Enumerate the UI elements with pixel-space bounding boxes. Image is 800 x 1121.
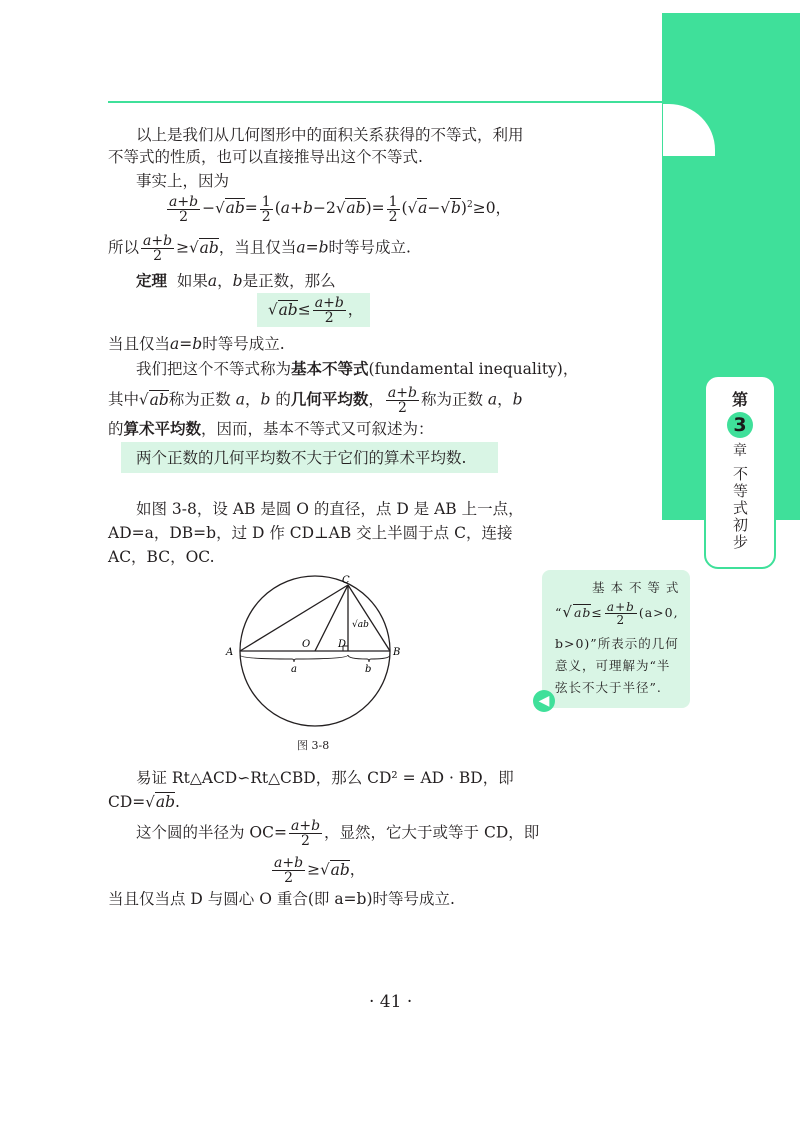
paragraph-line: 当且仅当a=b时等号成立. <box>108 335 285 353</box>
term-geometric-mean: 几何平均数 <box>290 390 369 409</box>
chapter-prefix: 第 <box>731 390 748 409</box>
theorem-line: 定理 如果a，b是正数，那么 <box>136 272 336 290</box>
final-inequality: $\frac{a+b}{2}$ ≥√ab， <box>274 855 366 886</box>
paragraph-line: CD=√ab. <box>108 793 180 811</box>
chapter-number: 3 <box>727 412 753 438</box>
paragraph-line: 事实上，因为 <box>136 172 230 190</box>
paragraph-line: AD=a，DB=b，过 D 作 CD⊥AB 交上半圆于点 C，连接 <box>108 524 513 542</box>
paragraph-line: 当且仅当点 D 与圆心 O 重合(即 a=b)时等号成立. <box>108 890 455 908</box>
paragraph-line: 以上是我们从几何图形中的面积关系获得的不等式，利用 <box>136 126 524 144</box>
label-A: A <box>226 647 234 658</box>
note-line: 弦长不大于半径”. <box>555 680 662 695</box>
note-line: b>0)”所表示的几何 <box>555 636 679 651</box>
page-number: · 41 · <box>369 992 413 1012</box>
note-line: 意义，可理解为“半 <box>555 658 671 673</box>
term-basic-inequality: 基本不等式 <box>291 360 369 378</box>
note-pointer-icon: ◀ <box>533 690 555 712</box>
label-sqrtab: √ab <box>352 620 369 630</box>
definition-line: 我们把这个不等式称为基本不等式(fundamental inequality)， <box>136 360 579 378</box>
label-B: B <box>393 647 401 658</box>
paragraph-line: 如图 3-8，设 AB 是圆 O 的直径，点 D 是 AB 上一点， <box>136 500 524 518</box>
label-C: C <box>342 575 350 586</box>
label-O: O <box>302 639 311 650</box>
paragraph-line: AC，BC，OC. <box>108 548 215 566</box>
label-a: a <box>291 664 297 675</box>
note-line: “√ab≤ $\frac{a+b}{2}$ (a>0, <box>555 600 679 627</box>
figure-caption: 图 3-8 <box>297 739 330 752</box>
header-rule <box>108 101 663 103</box>
chapter-suffix: 章 <box>733 443 747 459</box>
paragraph-line: 这个圆的半径为 OC= $\frac{a+b}{2}$ ，显然，它大于或等于 CD，即 <box>136 818 540 849</box>
figure-3-8 <box>220 572 410 732</box>
theorem-formula: √ab≤ $\frac{a+b}{2}$ ， <box>268 295 364 326</box>
paragraph-line: 不等式的性质，也可以直接推导出这个不等式. <box>108 148 423 166</box>
conclusion-line: 所以 $\frac{a+b}{2}$ ≥√ab，当且仅当a=b时等号成立. <box>108 233 411 264</box>
paragraph-line: 易证 Rt△ACD∽Rt△CBD，那么 CD² = AD · BD，即 <box>136 769 514 787</box>
chapter-tab <box>704 375 776 569</box>
chapter-title: 不等式初步 <box>731 466 749 551</box>
definition-line: 其中√ab称为正数 a，b 的几何平均数， $\frac{a+b}{2}$ 称为正数 a，b <box>108 385 523 416</box>
label-D: D <box>338 639 347 650</box>
note-line: 基 本 不 等 式 <box>592 580 680 595</box>
theorem-label: 定理 <box>136 272 168 290</box>
derivation-formula: $\frac{a+b}{2}$ −√ab= $\frac{1}{2}$ (a+b−2√ab)= $\frac{1}{2}$ $(√a-√b)^2\ge 0$， <box>169 193 512 225</box>
term-arithmetic-mean: 算术平均数 <box>123 420 202 438</box>
summary-text: 两个正数的几何平均数不大于它们的算术平均数. <box>136 449 467 467</box>
definition-line: 的算术平均数，因而，基本不等式又可叙述为： <box>108 420 434 438</box>
label-b: b <box>365 664 372 675</box>
